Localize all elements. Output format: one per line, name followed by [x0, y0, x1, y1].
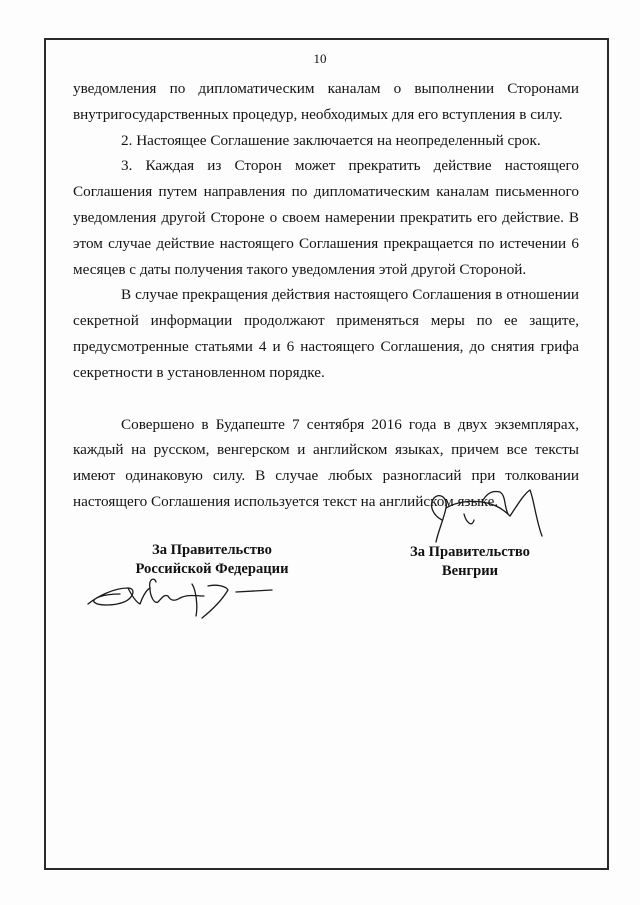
paragraph-termination: 3. Каждая из Сторон может прекратить действие настоящего Соглашения путем направления по дипломатическим каналам письменного уведомления другой Стороне о своем намерении прекратить его действие. В этом случае действие настоящего Соглашения прекращается по истечении 6 месяцев с даты получения такого уведомления этой другой Стороной.	[73, 157, 579, 278]
paragraph-done-at: Совершено в Будапеште 7 сентября 2016 года в двух экземплярах, каждый на русском, венгерском и английском языках, причем все тексты имеют одинаковую силу. В случае любых разногласий при толковании настоящего Соглашения используется текст на английском языке.	[73, 415, 579, 510]
signature-hungary-line2: Венгрии	[441, 563, 499, 579]
agreement-text	[73, 76, 579, 515]
handwritten-signature-russia	[84, 566, 284, 622]
handwritten-signature-hungary	[412, 480, 552, 550]
signature-russia-line1: За Правительство	[152, 542, 272, 558]
paragraph-secret-info: В случае прекращения действия настоящего Соглашения в отношении секретной информации продолжают применяться меры по ее защите, предусмотренные статьями 4 и 6 настоящего Соглашения, до снятия грифа секретности в установленном порядке.	[73, 286, 579, 381]
paragraph-continuation: уведомления по дипломатическим каналам о выполнении Сторонами внутригосударственных процедур, необходимых для его вступления в силу.	[73, 80, 579, 123]
paragraph-gap	[73, 386, 579, 412]
signature-hungary-line1: За Правительство	[410, 544, 530, 560]
signature-russia-line2: Российской Федерации	[135, 561, 289, 577]
paragraph-term: 2. Настоящее Соглашение заключается на неопределенный срок.	[121, 131, 541, 149]
page-number: 10	[313, 51, 327, 66]
